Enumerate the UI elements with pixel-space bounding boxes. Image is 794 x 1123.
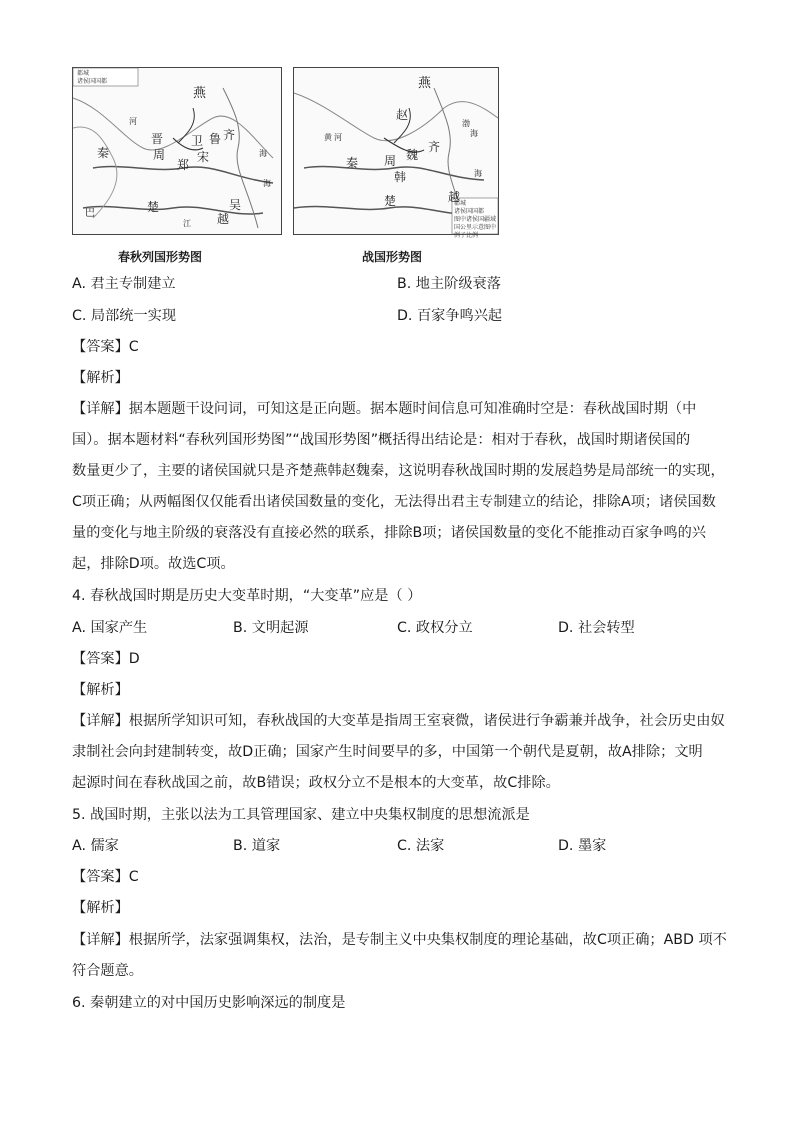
q5-answer: 【答案】C bbox=[72, 869, 139, 885]
q3-detail-line: 量的变化与地主阶级的衰落没有直接必然的联系，排除B项；诸侯国数量的变化不能推动百家争鸣的兴 bbox=[72, 525, 706, 541]
map-label-yan-ws: 燕 bbox=[418, 76, 432, 91]
map-label-yue: 越 bbox=[217, 212, 230, 226]
q3-option-c: C. 局部统一实现 bbox=[72, 308, 177, 324]
map-label-zheng: 郑 bbox=[177, 158, 190, 172]
legend-vassal-capital-ws: 诸侯国国都 bbox=[454, 208, 485, 215]
map-label-huang-ws: 黄 bbox=[324, 133, 332, 142]
q3-answer: 【答案】C bbox=[72, 339, 139, 355]
q4-option-c: C. 政权分立 bbox=[397, 620, 473, 636]
map-label-sea-ws-1: 海 bbox=[470, 129, 478, 138]
map-label-wei: 卫 bbox=[191, 134, 204, 148]
legend-capital: 都城 bbox=[77, 70, 90, 77]
q5-stem: 5. 战国时期，主张以法为工具管理国家、建立中央集权制度的思想流派是 bbox=[72, 807, 530, 823]
map-label-chu: 楚 bbox=[147, 200, 160, 214]
legend-scale-ws: 国公里示意图中例子比例 bbox=[454, 224, 497, 239]
q3-option-d: D. 百家争鸣兴起 bbox=[397, 308, 503, 324]
map-label-qi-ws: 齐 bbox=[428, 140, 441, 154]
q4-analysis-label: 【解析】 bbox=[72, 682, 129, 698]
q4-answer: 【答案】D bbox=[72, 651, 140, 667]
q3-option-b: B. 地主阶级衰落 bbox=[397, 276, 501, 292]
map-label-sea-1: 海 bbox=[259, 149, 267, 158]
map-label-jiang: 江 bbox=[183, 219, 191, 228]
map-label-jin: 晋 bbox=[151, 132, 164, 146]
map-label-zhao-ws: 赵 bbox=[396, 108, 409, 122]
q5-detail-line: 【详解】根据所学，法家强调集权，法治，是专制主义中央集权制度的理论基础，故C项正确；ABD 项不 bbox=[72, 932, 727, 948]
q4-option-a: A. 国家产生 bbox=[72, 620, 148, 636]
q4-option-b: B. 文明起源 bbox=[233, 620, 309, 636]
q6-stem: 6. 秦朝建立的对中国历史影响深远的制度是 bbox=[72, 995, 346, 1011]
spring-autumn-map-caption: 春秋列国形势图 bbox=[118, 250, 203, 264]
map-label-song: 宋 bbox=[197, 150, 210, 164]
q5-detail-line: 符合题意。 bbox=[72, 963, 143, 979]
map-label-bo-ws: 渤 bbox=[462, 119, 470, 128]
map-label-qin-ws: 秦 bbox=[346, 156, 359, 170]
map-label-wei-ws: 魏 bbox=[406, 148, 419, 162]
q4-detail-line: 起源时间在春秋战国之前，故B错误；政权分立不是根本的大变革，故C排除。 bbox=[72, 775, 560, 791]
spring-autumn-map bbox=[72, 67, 282, 235]
map-label-zhou: 周 bbox=[153, 148, 166, 162]
q3-detail-line: 数量更少了，主要的诸侯国就只是齐楚燕韩赵魏秦，这说明春秋战国时期的发展趋势是局部统一的实现， bbox=[72, 463, 725, 479]
q3-detail-line: C项正确；从两幅图仅仅能看出诸侯国数量的变化，无法得出君主专制建立的结论，排除A项；诸侯国数 bbox=[72, 494, 716, 510]
map-label-qi: 齐 bbox=[223, 128, 236, 142]
q3-option-a: A. 君主专制建立 bbox=[72, 276, 176, 292]
map-label-he-ws: 河 bbox=[334, 133, 342, 142]
map-label-lu: 鲁 bbox=[209, 132, 222, 146]
map-label-qin: 秦 bbox=[97, 146, 110, 160]
map-label-yue-ws: 越 bbox=[448, 190, 461, 204]
q3-analysis-label: 【解析】 bbox=[72, 370, 129, 386]
map-label-wu: 吴 bbox=[229, 198, 242, 212]
map-label-sea-ws-2: 海 bbox=[474, 169, 482, 178]
legend-capital-ws: 都城 bbox=[454, 200, 467, 207]
map-label-zhou-ws: 周 bbox=[384, 154, 397, 168]
q3-detail-line: 【详解】据本题题干设问词，可知这是正向题。据本题时间信息可知准确时空是：春秋战国时期（中 bbox=[72, 401, 697, 417]
q5-option-c: C. 法家 bbox=[397, 838, 445, 854]
q5-option-a: A. 儒家 bbox=[72, 838, 119, 854]
warring-states-map-caption: 战国形势图 bbox=[362, 250, 423, 264]
legend-territory-ws: 图中诸侯国疆域 bbox=[454, 216, 497, 223]
q5-option-b: B. 道家 bbox=[233, 838, 281, 854]
q3-detail-line: 国）。据本题材料“春秋列国形势图”“战国形势图”概括得出结论是：相对于春秋，战国时期诸侯国的 bbox=[72, 432, 691, 448]
map-label-yan: 燕 bbox=[193, 86, 207, 101]
q4-stem: 4. 春秋战国时期是历史大变革时期，“大变革”应是（ ） bbox=[72, 588, 422, 604]
q4-detail-line: 【详解】根据所学知识可知，春秋战国的大变革是指周王室衰微，诸侯进行争霸兼并战争，社会历史由奴 bbox=[72, 713, 725, 729]
map-label-river: 河 bbox=[129, 117, 137, 126]
q5-analysis-label: 【解析】 bbox=[72, 900, 129, 916]
map-label-han-ws: 韩 bbox=[394, 170, 407, 184]
map-label-chu-ws: 楚 bbox=[384, 194, 397, 208]
legend-vassal-capital: 诸侯国国都 bbox=[77, 78, 108, 85]
q5-option-d: D. 墨家 bbox=[558, 838, 607, 854]
q4-detail-line: 隶制社会向封建制转变，故D正确；国家产生时间要早的多，中国第一个朝代是夏朝，故A排除；文明 bbox=[72, 744, 703, 760]
q4-option-d: D. 社会转型 bbox=[558, 620, 635, 636]
q3-detail-line: 起，排除D项。故选C项。 bbox=[72, 556, 235, 572]
map-label-ba: 巴 bbox=[85, 208, 95, 219]
warring-states-map bbox=[293, 67, 499, 239]
map-label-sea-2: 海 bbox=[263, 179, 271, 188]
